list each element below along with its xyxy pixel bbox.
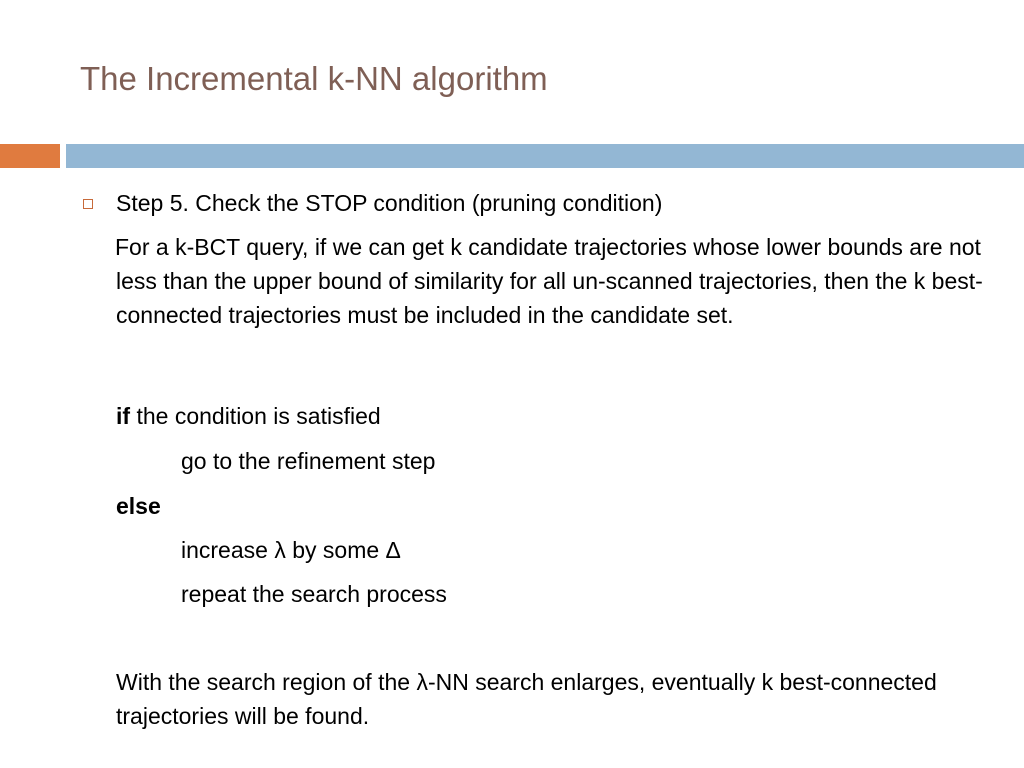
if-keyword: if (116, 403, 131, 429)
accent-bar (0, 144, 60, 168)
square-bullet-icon (83, 199, 93, 209)
closing-paragraph: With the search region of the λ-NN search enlarges, eventually k best-connected trajectories will be found. (116, 669, 937, 729)
pseudocode-else-line: else (116, 493, 161, 519)
pseudocode-increase-line: increase λ by some Δ (181, 537, 401, 563)
stop-condition-paragraph: For a k-BCT query, if we can get k candidate trajectories whose lower bounds are not less than the upper bound of similarity for all un-scanned trajectories, then the k best-connected trajectories must be included in the candidate set. (115, 234, 983, 328)
pseudocode-if-line (116, 399, 381, 433)
bullet-step-5: Step 5. Check the STOP condition (pruning condition) (116, 190, 663, 216)
header-bar (66, 144, 1024, 168)
slide-title: The Incremental k-NN algorithm (80, 60, 548, 97)
pseudocode-then-line: go to the refinement step (181, 448, 436, 474)
if-condition: the condition is satisfied (130, 403, 381, 429)
pseudocode-repeat-line: repeat the search process (181, 581, 447, 607)
